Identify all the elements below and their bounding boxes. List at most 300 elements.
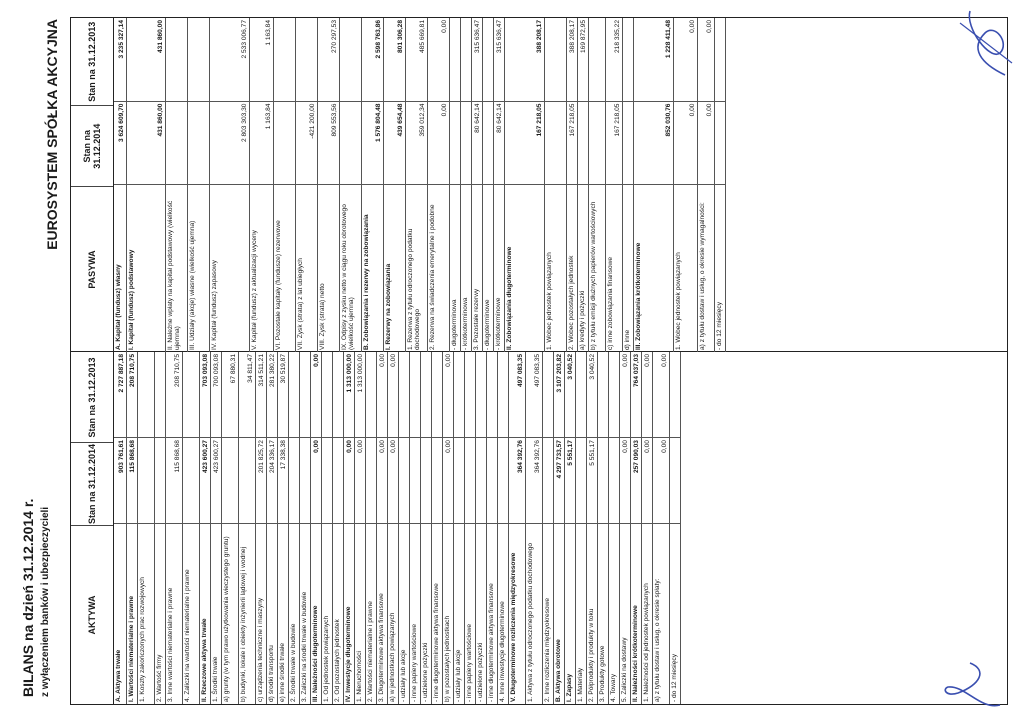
aktywa-label: - udzielone pożyczki <box>476 523 486 704</box>
pasywa-row <box>406 18 428 352</box>
aktywa-label: 1. Koszty zakończonych prac rozwojowych <box>138 523 154 704</box>
aktywa-col-2014: Stan na 31.12.2014 <box>71 442 113 525</box>
aktywa-label: - udziały lub akcje <box>399 523 409 704</box>
aktywa-value-2014 <box>670 437 680 523</box>
aktywa-row <box>670 352 681 704</box>
aktywa-value-2014 <box>183 437 199 523</box>
pasywa-row <box>318 18 340 352</box>
aktywa-value-2014 <box>410 437 420 523</box>
aktywa-label: 4. Zaliczki na wartości niematerialne i prawne <box>183 523 199 704</box>
pasywa-label: III. Zobowiązania krótkoterminowe <box>634 184 673 352</box>
aktywa-value-2013: 34 811,47 <box>246 353 254 383</box>
aktywa-row <box>554 352 565 704</box>
aktywa-row <box>443 352 454 704</box>
aktywa-row <box>565 352 576 704</box>
aktywa-value-2013: 0,00 <box>389 353 397 367</box>
pasywa-label: 1. Wobec jednostek powiązanych <box>545 184 566 352</box>
pasywa-row <box>384 18 406 352</box>
aktywa-row <box>526 352 543 704</box>
aktywa-label: II. Należności krótkoterminowe <box>631 523 641 704</box>
pasywa-value-2014: 1 576 804,48 <box>362 101 383 185</box>
aktywa-value-2014 <box>487 437 497 523</box>
pasywa-row <box>698 18 715 352</box>
aktywa-row <box>267 352 278 704</box>
pasywa-value-2014: 3 624 609,70 <box>114 101 126 185</box>
aktywa-value-2014 <box>476 437 486 523</box>
aktywa-row <box>355 352 366 704</box>
aktywa-label: e) inne środki trwałe <box>278 523 288 704</box>
pasywa-row <box>472 18 483 352</box>
pasywa-label: VIII. Zysk (strata) netto <box>318 184 339 352</box>
aktywa-value-2014 <box>366 437 376 523</box>
aktywa-value-2014 <box>222 437 238 523</box>
pasywa-value-2014: 809 553,56 <box>318 101 339 185</box>
pasywa-label: I. Kapitał (fundusz) podstawowy <box>127 184 165 352</box>
aktywa-row <box>487 352 498 704</box>
aktywa-row <box>256 352 267 704</box>
aktywa-label: I. Zapasy <box>565 523 575 704</box>
pasywa-label: c) inne zobowiązania finansowe <box>606 184 622 352</box>
aktywa-label: 2. Półprodukty i produkty w toku <box>587 523 597 704</box>
aktywa-value-2014: 4 297 733,57 <box>554 437 564 523</box>
aktywa-row <box>200 352 211 704</box>
pasywa-value-2013: 1 163,84 <box>264 20 272 46</box>
aktywa-row <box>300 352 311 704</box>
aktywa-value-2014: 0,00 <box>344 437 354 523</box>
aktywa-label: b) w pozostałych jednostkach <box>443 523 453 704</box>
pasywa-row <box>578 18 589 352</box>
pasywa-row <box>362 18 384 352</box>
pasywa-label: VII. Zysk (strata) z lat ubiegłych <box>296 184 317 352</box>
aktywa-value-2013 <box>155 352 165 437</box>
aktywa-value-2013: 67 880,31 <box>229 353 237 384</box>
pasywa-row <box>127 18 166 352</box>
pasywa-label: a) z tytułu dostaw i usług, o okresie wymagalności: <box>698 184 714 352</box>
pasywa-label: - długoterminowa <box>450 184 460 352</box>
aktywa-value-2014 <box>576 437 586 523</box>
pasywa-value-2013: 388 208,17 <box>568 20 576 54</box>
aktywa-value-2013: 1 313 000,00 <box>356 353 364 393</box>
aktywa-value-2013 <box>366 352 376 437</box>
pasywa-value-2013 <box>450 18 460 101</box>
aktywa-value-2013: 208 710,75 <box>173 353 181 387</box>
aktywa-row <box>344 352 355 704</box>
pasywa-value-2014: 852 030,76 <box>634 101 673 185</box>
aktywa-row <box>388 352 399 704</box>
pasywa-row <box>483 18 494 352</box>
aktywa-value-2013: 1 313 000,00 <box>345 353 353 393</box>
pasywa-row <box>461 18 472 352</box>
pasywa-value-2013: 2 598 763,86 <box>374 20 382 59</box>
balance-title: BILANS na dzień 31.12.2014 r. <box>20 498 36 697</box>
aktywa-row <box>333 352 344 704</box>
pasywa-label: - krótkoterminowa <box>461 184 471 352</box>
pasywa-row <box>340 18 362 352</box>
pasywa-value-2013 <box>274 18 295 101</box>
aktywa-label: 3. Zaliczki na środki trwałe w budowie <box>300 523 310 704</box>
aktywa-row <box>138 352 155 704</box>
aktywa-label: I. Wartości niematerialne i prawne <box>127 523 137 704</box>
aktywa-label: II. Rzeczowe aktywa trwałe <box>200 523 210 704</box>
aktywa-row <box>399 352 410 704</box>
balance-sheet-table <box>70 17 1008 705</box>
aktywa-row <box>289 352 300 704</box>
pasywa-row <box>274 18 296 352</box>
pasywa-value-2014: 2 803 303,30 <box>210 101 249 185</box>
aktywa-label: 4. Towary <box>609 523 619 704</box>
document-header <box>16 15 66 705</box>
pasywa-value-2014: 0,00 <box>428 101 449 185</box>
aktywa-row <box>211 352 222 704</box>
pasywa-col-2014: Stan na 31.12.2014 <box>71 105 113 186</box>
aktywa-value-2014 <box>155 437 165 523</box>
pasywa-label: 2. Wobec pozostałych jednostek <box>567 184 577 352</box>
handwritten-signature <box>950 3 1020 83</box>
pasywa-value-2014: 439 654,48 <box>384 101 405 185</box>
pasywa-label: - długoterminowe <box>483 184 493 352</box>
aktywa-section <box>71 351 1007 704</box>
pasywa-value-2013: 1 228 411,48 <box>664 20 672 59</box>
aktywa-value-2014: 0,00 <box>355 437 365 523</box>
pasywa-value-2013 <box>296 18 317 101</box>
aktywa-value-2013 <box>598 352 608 437</box>
pasywa-value-2014: 167 218,05 <box>606 101 622 185</box>
aktywa-value-2014 <box>498 437 508 523</box>
aktywa-label: a) grunty (w tym prawo użytkowania wieczystego gruntu) <box>222 523 238 704</box>
pasywa-value-2014: 359 012,34 <box>406 101 427 185</box>
aktywa-value-2013: 3 040,52 <box>566 353 574 380</box>
pasywa-label: B. Zobowiązania i rezerwy na zobowiązania <box>362 184 383 352</box>
pasywa-value-2013 <box>188 18 209 101</box>
aktywa-label: 1. Materiały <box>576 523 586 704</box>
aktywa-value-2013 <box>289 352 299 437</box>
pasywa-label: d) inne <box>623 184 633 352</box>
aktywa-value-2014: 115 868,68 <box>166 437 182 523</box>
aktywa-label: - inne papiery wartościowe <box>465 523 475 704</box>
pasywa-row <box>296 18 318 352</box>
pasywa-row <box>210 18 250 352</box>
aktywa-label: 1. Należności od jednostek powiązanych <box>642 523 652 704</box>
pasywa-label: 2. Rezerwa na świadczenia emerytalne i podobne <box>428 184 449 352</box>
aktywa-value-2013: 0,00 <box>621 353 629 367</box>
aktywa-value-2013 <box>138 352 154 437</box>
aktywa-value-2014 <box>432 437 442 523</box>
aktywa-label: 3. Produkty gotowe <box>598 523 608 704</box>
pasywa-section <box>71 18 1007 352</box>
aktywa-label: - inne papiery wartościowe <box>410 523 420 704</box>
pasywa-value-2013 <box>340 18 361 101</box>
aktywa-value-2014 <box>609 437 619 523</box>
aktywa-row <box>183 352 200 704</box>
pasywa-row <box>166 18 188 352</box>
aktywa-row <box>155 352 166 704</box>
aktywa-value-2013: 0,00 <box>660 353 668 367</box>
aktywa-label: b) budynki, lokale i obiekty inżynierii lądowej i wodnej <box>239 523 255 704</box>
aktywa-label: - udziały lub akcje <box>454 523 464 704</box>
aktywa-value-2013 <box>333 352 343 437</box>
aktywa-value-2013: 3 107 203,82 <box>555 353 563 393</box>
pasywa-value-2013: 270 297,53 <box>330 20 338 54</box>
aktywa-col-2013: Stan na 31.12.2013 <box>87 357 97 438</box>
aktywa-row <box>377 352 388 704</box>
aktywa-row <box>642 352 653 704</box>
pasywa-value-2014 <box>578 101 588 185</box>
aktywa-value-2013: 0,00 <box>378 353 386 367</box>
aktywa-value-2013: 30 519,87 <box>279 353 287 384</box>
aktywa-value-2014: 5 551,17 <box>587 437 597 523</box>
aktywa-row <box>509 352 526 704</box>
aktywa-label: - inne długoterminowe aktywa finansowe <box>487 523 497 704</box>
aktywa-value-2014 <box>465 437 475 523</box>
aktywa-row <box>620 352 631 704</box>
pasywa-value-2013 <box>545 18 566 101</box>
aktywa-label: 2. Środki trwałe w budowie <box>289 523 299 704</box>
aktywa-row <box>239 352 256 704</box>
aktywa-value-2014: 204 336,17 <box>267 437 277 523</box>
aktywa-label: IV. Inwestycje długoterminowe <box>344 523 354 704</box>
pasywa-row <box>188 18 210 352</box>
aktywa-row <box>114 352 127 704</box>
pasywa-label: 3. Pozostałe rezerwy <box>472 184 482 352</box>
aktywa-value-2013 <box>322 352 332 437</box>
pasywa-value-2013: 169 872,95 <box>579 20 587 54</box>
aktywa-label: 1. Aktywa z tytułu odroczonego podatku dochodowego <box>526 523 542 704</box>
aktywa-label: B. Aktywa obrotowe <box>554 523 564 704</box>
aktywa-label: c) urządzenia techniczne i maszyny <box>256 523 266 704</box>
aktywa-value-2013: 497 083,35 <box>533 353 541 387</box>
aktywa-label: 4. Inne inwestycje długoterminowe <box>498 523 508 704</box>
aktywa-label: V. Długoterminowe rozliczenia międzyokresowe <box>509 523 525 704</box>
aktywa-value-2014 <box>543 437 553 523</box>
pasywa-label: - do 12 miesięcy <box>715 184 725 352</box>
aktywa-value-2014: 201 825,72 <box>256 437 266 523</box>
aktywa-value-2014 <box>289 437 299 523</box>
pasywa-value-2014: -421 200,00 <box>296 101 317 185</box>
pasywa-row <box>250 18 274 352</box>
aktywa-label: III. Należności długoterminowe <box>311 523 321 704</box>
aktywa-value-2014: 257 090,03 <box>631 437 641 523</box>
pasywa-value-2013 <box>715 18 725 101</box>
aktywa-value-2013: 208 710,75 <box>128 353 136 387</box>
aktywa-value-2013 <box>421 352 431 437</box>
pasywa-value-2013: 388 208,17 <box>535 20 543 54</box>
pasywa-value-2013: 431 860,00 <box>156 20 164 54</box>
pasywa-label: IX. Odpisy z zysku netto w ciągu roku obrotowego (wielkość ujemna) <box>340 184 361 352</box>
aktywa-label: - inne długoterminowe aktywa finansowe <box>432 523 442 704</box>
pasywa-row <box>674 18 698 352</box>
aktywa-label: a) z tytułu dostaw i usług, o okresie spłaty: <box>653 523 669 704</box>
pasywa-value-2013: 218 335,22 <box>613 20 621 54</box>
pasywa-col-2013: Stan na 31.12.2013 <box>87 21 97 102</box>
aktywa-value-2014 <box>138 437 154 523</box>
aktywa-row <box>465 352 476 704</box>
aktywa-value-2013 <box>300 352 310 437</box>
aktywa-value-2014: 0,00 <box>377 437 387 523</box>
pasywa-value-2013 <box>461 18 471 101</box>
aktywa-value-2014: 423 600,27 <box>200 437 210 523</box>
balance-subtitle: z wyłączeniem banków i ubezpieczycieli <box>40 506 51 697</box>
pasywa-label: V. Kapitał (fundusz) z aktualizacji wyceny <box>250 184 273 352</box>
handwritten-signature-mark <box>940 655 1010 715</box>
aktywa-value-2013: 700 093,08 <box>212 353 220 387</box>
aktywa-value-2013: 0,00 <box>643 353 651 367</box>
aktywa-label: 1. Środki trwałe <box>211 523 221 704</box>
pasywa-row <box>606 18 623 352</box>
pasywa-value-2014: 167 218,05 <box>567 101 577 185</box>
aktywa-label: 5. Zaliczki na dostawy <box>620 523 630 704</box>
aktywa-value-2014: 0,00 <box>653 437 669 523</box>
aktywa-value-2013 <box>432 352 442 437</box>
aktywa-row <box>543 352 554 704</box>
pasywa-value-2014: 0,00 <box>674 101 697 185</box>
aktywa-label: 3. Długoterminowe aktywa finansowe <box>377 523 387 704</box>
pasywa-value-2014: 167 218,05 <box>505 101 544 185</box>
pasywa-value-2013: 0,00 <box>440 20 448 33</box>
pasywa-value-2014 <box>589 101 605 185</box>
aktywa-value-2014: 17 338,38 <box>278 437 288 523</box>
aktywa-label: - do 12 miesięcy <box>670 523 680 704</box>
pasywa-value-2014 <box>450 101 460 185</box>
pasywa-rows <box>114 18 726 352</box>
aktywa-row <box>278 352 289 704</box>
pasywa-value-2014 <box>188 101 209 185</box>
pasywa-label: - krótkoterminowe <box>494 184 504 352</box>
aktywa-label: 3. Inne wartości niematerialne i prawne <box>166 523 182 704</box>
pasywa-label: b) z tytułu emisji dłużnych papierów wartościowych <box>589 184 605 352</box>
pasywa-col-label: PASYWA <box>71 186 113 352</box>
aktywa-row <box>653 352 670 704</box>
aktywa-col-label: AKTYWA <box>71 525 113 704</box>
aktywa-row <box>598 352 609 704</box>
aktywa-row <box>587 352 598 704</box>
aktywa-label: - udzielone pożyczki <box>421 523 431 704</box>
pasywa-label: II. Zobowiązania długoterminowe <box>505 184 544 352</box>
aktywa-value-2014 <box>454 437 464 523</box>
pasywa-row <box>114 18 127 352</box>
aktywa-row <box>476 352 487 704</box>
aktywa-row <box>432 352 443 704</box>
pasywa-value-2013 <box>166 18 187 101</box>
pasywa-value-2014 <box>340 101 361 185</box>
aktywa-value-2014: 903 761,61 <box>114 437 126 523</box>
aktywa-value-2014: 0,00 <box>620 437 630 523</box>
aktywa-value-2013 <box>476 352 486 437</box>
aktywa-row <box>609 352 620 704</box>
pasywa-label: II. Należne wpłaty na kapitał podstawowy (wielkość ujemna) <box>166 184 187 352</box>
aktywa-row <box>631 352 642 704</box>
aktywa-value-2014: 0,00 <box>311 437 321 523</box>
pasywa-value-2013 <box>483 18 493 101</box>
pasywa-value-2013: 0,00 <box>688 20 696 33</box>
aktywa-value-2013 <box>543 352 553 437</box>
pasywa-value-2014: 1 163,84 <box>250 101 273 185</box>
pasywa-value-2013: 0,00 <box>705 20 713 33</box>
aktywa-value-2013 <box>670 352 680 437</box>
aktywa-value-2013: 0,00 <box>444 353 452 367</box>
pasywa-label: I. Rezerwy na zobowiązania <box>384 184 405 352</box>
pasywa-label: A. Kapitał (fundusz) własny <box>114 184 126 352</box>
aktywa-value-2013 <box>410 352 420 437</box>
pasywa-row <box>450 18 461 352</box>
pasywa-value-2013 <box>589 18 605 101</box>
pasywa-value-2014 <box>715 101 725 185</box>
pasywa-value-2014 <box>623 101 633 185</box>
pasywa-value-2014: 80 642,14 <box>472 101 482 185</box>
pasywa-label: a) kredyty i pożyczki <box>578 184 588 352</box>
aktywa-value-2013: 0,00 <box>312 353 320 367</box>
pasywa-value-2014 <box>461 101 471 185</box>
aktywa-value-2014 <box>333 437 343 523</box>
company-name: EUROSYSTEM SPÓŁKA AKCYJNA <box>44 19 60 250</box>
pasywa-label: III. Udziały (akcje) własne (wielkość ujemna) <box>188 184 209 352</box>
pasywa-value-2014 <box>483 101 493 185</box>
aktywa-value-2014: 5 551,17 <box>565 437 575 523</box>
aktywa-label: 2. Inne rozliczenia międzyokresowe <box>543 523 553 704</box>
aktywa-value-2014 <box>598 437 608 523</box>
pasywa-value-2013: 315 636,47 <box>473 20 481 54</box>
aktywa-value-2014 <box>300 437 310 523</box>
pasywa-label: IV. Kapitał (fundusz) zapasowy <box>210 184 249 352</box>
aktywa-value-2014: 364 392,76 <box>526 437 542 523</box>
aktywa-label: 2. Wartości niematerialne i prawne <box>366 523 376 704</box>
pasywa-label: 1. Rezerwa z tytułu odroczonego podatku dochodowego <box>406 184 427 352</box>
aktywa-value-2014 <box>322 437 332 523</box>
aktywa-value-2013 <box>609 352 619 437</box>
aktywa-row <box>322 352 333 704</box>
pasywa-row <box>567 18 578 352</box>
pasywa-value-2014: 0,00 <box>698 101 714 185</box>
aktywa-value-2013: 281 380,22 <box>268 353 276 387</box>
aktywa-label: 2. Wartość firmy <box>155 523 165 704</box>
aktywa-value-2014 <box>239 437 255 523</box>
pasywa-value-2014 <box>166 101 187 185</box>
aktywa-row <box>166 352 183 704</box>
aktywa-value-2013 <box>465 352 475 437</box>
pasywa-value-2013: 801 306,28 <box>396 20 404 54</box>
aktywa-value-2014: 115 868,68 <box>127 437 137 523</box>
aktywa-label: a) w jednostkach powiązanych <box>388 523 398 704</box>
aktywa-value-2014 <box>399 437 409 523</box>
aktywa-row <box>222 352 239 704</box>
pasywa-value-2013: 315 636,47 <box>495 20 503 54</box>
pasywa-row <box>494 18 505 352</box>
pasywa-row <box>545 18 567 352</box>
pasywa-value-2013: 3 235 327,14 <box>117 20 125 59</box>
pasywa-row <box>715 18 726 352</box>
pasywa-value-2014 <box>274 101 295 185</box>
aktywa-value-2014: 0,00 <box>443 437 453 523</box>
aktywa-value-2013: 764 037,03 <box>632 353 640 387</box>
pasywa-row <box>428 18 450 352</box>
aktywa-label: 1. Nieruchomości <box>355 523 365 704</box>
pasywa-value-2014: 431 860,00 <box>127 101 165 185</box>
pasywa-row <box>623 18 634 352</box>
aktywa-row <box>576 352 587 704</box>
pasywa-label: VI. Pozostałe kapitały (fundusze) rezerwowe <box>274 184 295 352</box>
aktywa-value-2014 <box>421 437 431 523</box>
aktywa-value-2013: 3 040,52 <box>588 353 596 380</box>
aktywa-value-2013 <box>454 352 464 437</box>
aktywa-value-2013 <box>576 352 586 437</box>
aktywa-value-2014: 0,00 <box>388 437 398 523</box>
pasywa-value-2014: 80 642,14 <box>494 101 504 185</box>
aktywa-row <box>410 352 421 704</box>
aktywa-label: d) środki transportu <box>267 523 277 704</box>
aktywa-value-2014: 364 392,76 <box>509 437 525 523</box>
aktywa-value-2013 <box>183 352 199 437</box>
pasywa-value-2013 <box>623 18 633 101</box>
aktywa-label: 1. Od jednostek powiązanych <box>322 523 332 704</box>
